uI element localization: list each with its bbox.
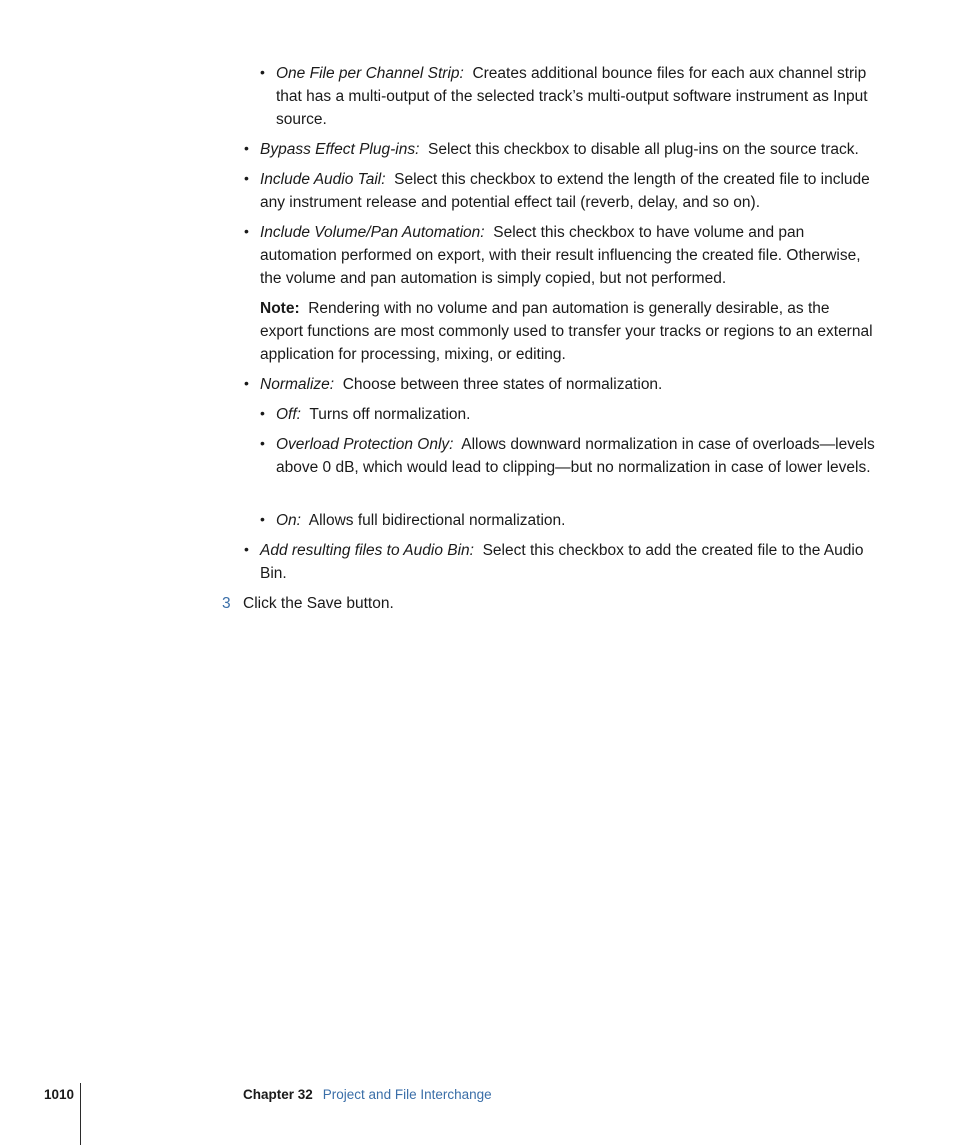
list-item-on bbox=[276, 509, 876, 532]
step-number: 3 bbox=[222, 595, 231, 612]
item-text: Turns off normalization. bbox=[309, 406, 471, 423]
item-term: Bypass Effect Plug-ins: bbox=[260, 141, 420, 158]
item-term: Off: bbox=[276, 406, 301, 423]
bullet-icon: • bbox=[260, 511, 265, 527]
item-text: Choose between three states of normalization. bbox=[342, 376, 663, 393]
list-item-normalize bbox=[260, 373, 876, 396]
item-text: Select this checkbox to have volume and pan automation performed on export, with their result influencing the created file. Otherwise, the volume and pan automation is simply copied, but not performed. bbox=[260, 224, 861, 287]
list-item-add-resulting-files bbox=[260, 539, 876, 585]
item-text: Allows full bidirectional normalization. bbox=[308, 512, 566, 529]
bullet-icon: • bbox=[244, 223, 249, 239]
list-item-overload-protection-only bbox=[276, 433, 876, 479]
list-item-bypass-effect-plugins bbox=[260, 138, 876, 161]
note-label: Note: bbox=[260, 300, 300, 317]
bullet-icon: • bbox=[260, 435, 265, 451]
bullet-icon: • bbox=[244, 140, 249, 156]
list-item-include-volume-pan-automation bbox=[260, 221, 876, 290]
list-item-off bbox=[276, 403, 876, 426]
item-term: Normalize: bbox=[260, 376, 335, 393]
chapter-label: Chapter 32 bbox=[243, 1087, 313, 1102]
item-term: Include Volume/Pan Automation: bbox=[260, 224, 485, 241]
page-number: 1010 bbox=[44, 1087, 75, 1102]
list-item-one-file-per-channel-strip bbox=[276, 62, 876, 131]
note-text: Rendering with no volume and pan automation is generally desirable, as the export functions are most commonly used to transfer your tracks or regions to an external application for processing, mixing, or editing. bbox=[260, 300, 873, 363]
item-text: Creates additional bounce files for each aux channel strip that has a multi-output of the selected track’s multi-output software instrument as Input source. bbox=[276, 65, 868, 128]
item-term: One File per Channel Strip: bbox=[276, 65, 464, 82]
bullet-icon: • bbox=[244, 541, 249, 557]
chapter-title-link[interactable]: Project and File Interchange bbox=[322, 1087, 492, 1102]
item-term: Add resulting files to Audio Bin: bbox=[260, 542, 474, 559]
bullet-icon: • bbox=[260, 405, 265, 421]
item-text: Select this checkbox to extend the length of the created file to include any instrument release and potential effect tail (reverb, delay, and so on). bbox=[260, 171, 870, 211]
item-term: On: bbox=[276, 512, 301, 529]
step-text: Click the Save button. bbox=[243, 595, 394, 612]
item-term: Include Audio Tail: bbox=[260, 171, 386, 188]
item-text: Allows downward normalization in case of overloads—levels above 0 dB, which would lead to clipping—but no normalization in case of lower levels. bbox=[276, 436, 875, 476]
bullet-icon: • bbox=[244, 170, 249, 186]
note-paragraph bbox=[260, 297, 876, 366]
item-text: Select this checkbox to disable all plug-ins on the source track. bbox=[428, 141, 859, 158]
bullet-icon: • bbox=[244, 375, 249, 391]
item-term: Overload Protection Only: bbox=[276, 436, 454, 453]
chapter-footer bbox=[243, 1087, 492, 1102]
item-text: Select this checkbox to add the created file to the Audio Bin. bbox=[260, 542, 864, 582]
bullet-icon: • bbox=[260, 64, 265, 80]
list-item-include-audio-tail bbox=[260, 168, 876, 214]
footer-divider bbox=[80, 1083, 81, 1145]
